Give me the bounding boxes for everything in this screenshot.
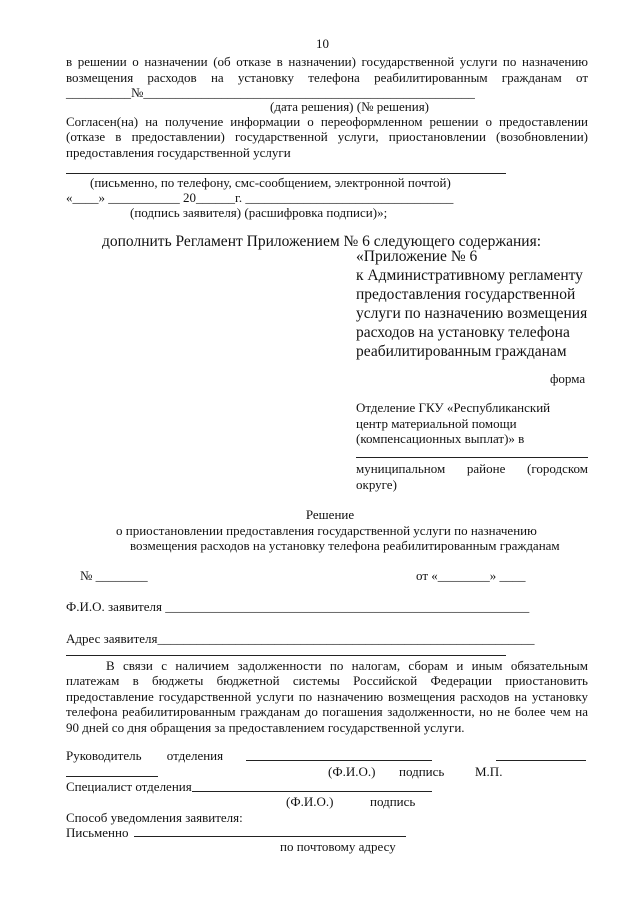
- appendix-line-3: предоставления государственной: [356, 286, 576, 303]
- decision-body-line-4: телефона реабилитированным гражданам до погашения задолженности, но не более чем на: [66, 704, 588, 719]
- consent-line-2: (отказе в предоставлении) государственной услуги, приостановлении (возобновлении): [66, 129, 588, 144]
- head-signature-caption: подпись: [399, 764, 445, 779]
- addressee-line-2: центр материальной помощи: [356, 416, 517, 431]
- stamp-caption: М.П.: [475, 764, 503, 779]
- caption-method: (письменно, по телефону, смс-сообщением, электронной почтой): [90, 175, 451, 190]
- decision-body-line-5: 90 дней со дня обращения за предоставлением государственной услуги.: [66, 720, 465, 735]
- decision-date: от «________» ____: [416, 568, 526, 583]
- head-mp-line: [496, 760, 586, 761]
- consent-line-3: предоставления государственной услуги: [66, 145, 291, 160]
- page-number: 10: [316, 36, 329, 51]
- address-extra-line: [66, 655, 506, 656]
- head-label: Руководитель отделения: [66, 748, 224, 763]
- intro-line-3: __________№___________________________________________________: [66, 85, 475, 100]
- appendix-line-2: к Административному регламенту: [356, 267, 583, 284]
- notification-label: Способ уведомления заявителя:: [66, 810, 243, 825]
- appendix-line-4: услуги по назначению возмещения: [356, 305, 588, 322]
- decision-body-line-3: предоставление государственной услуги по назначению возмещения расходов на установку: [66, 689, 588, 704]
- method-line: [66, 173, 506, 174]
- addressee-line-4: муниципальном районе (городском: [356, 461, 588, 476]
- decision-body-line-1: В связи с наличием задолженности по налогам, сборам и иным обязательным: [106, 658, 588, 673]
- head-fio-line: [246, 760, 432, 761]
- notification-line: [134, 836, 406, 837]
- decision-title: Решение: [305, 507, 355, 522]
- appendix-line-6: реабилитированным гражданам: [356, 343, 567, 360]
- addressee-line-5: округе): [356, 477, 397, 492]
- caption-decision: (дата решения) (№ решения): [270, 99, 430, 114]
- amendment-text: дополнить Регламент Приложением № 6 следующего содержания:: [102, 233, 542, 250]
- appendix-line-5: расходов на установку телефона: [356, 324, 570, 341]
- form-label: форма: [550, 371, 586, 386]
- decision-subtitle-1: о приостановлении предоставления государственной услуги по назначению: [116, 523, 537, 538]
- consent-line-1: Согласен(на) на получение информации о переоформленном решении о предоставлении: [66, 114, 588, 129]
- specialist-line: [192, 791, 432, 792]
- addressee-line-3: (компенсационных выплат)» в: [356, 431, 525, 446]
- addressee-underline: [356, 457, 588, 458]
- applicant-name-field: Ф.И.О. заявителя ________________________________________________________: [66, 599, 530, 614]
- specialist-label: Специалист отделения: [66, 779, 192, 794]
- decision-number: № ________: [80, 568, 148, 583]
- decision-subtitle-2: возмещения расходов на установку телефона реабилитированным гражданам: [130, 538, 560, 553]
- appendix-line-1: «Приложение № 6: [356, 248, 478, 265]
- date-signature-line: «____» ___________ 20______г. ________________________________: [66, 190, 454, 205]
- specialist-signature-caption: подпись: [370, 794, 416, 809]
- caption-signature: (подпись заявителя) (расшифровка подписи)»;: [130, 205, 388, 220]
- intro-line-2: возмещения расходов на установку телефона реабилитированным гражданам от: [66, 70, 588, 85]
- applicant-address-field: Адрес заявителя__________________________________________________________: [66, 631, 535, 646]
- decision-body-line-2: платежам в бюджеты бюджетной системы Российской Федерации приостановить: [66, 673, 588, 688]
- head-fio-caption: (Ф.И.О.): [328, 764, 376, 779]
- notification-by-mail: по почтовому адресу: [280, 839, 396, 854]
- head-extra-line: [66, 776, 158, 777]
- specialist-fio-caption: (Ф.И.О.): [286, 794, 334, 809]
- notification-written: Письменно: [66, 825, 129, 840]
- addressee-line-1: Отделение ГКУ «Республиканский: [356, 400, 551, 415]
- intro-line-1: в решении о назначении (об отказе в назначении) государственной услуги по назначению: [66, 54, 588, 69]
